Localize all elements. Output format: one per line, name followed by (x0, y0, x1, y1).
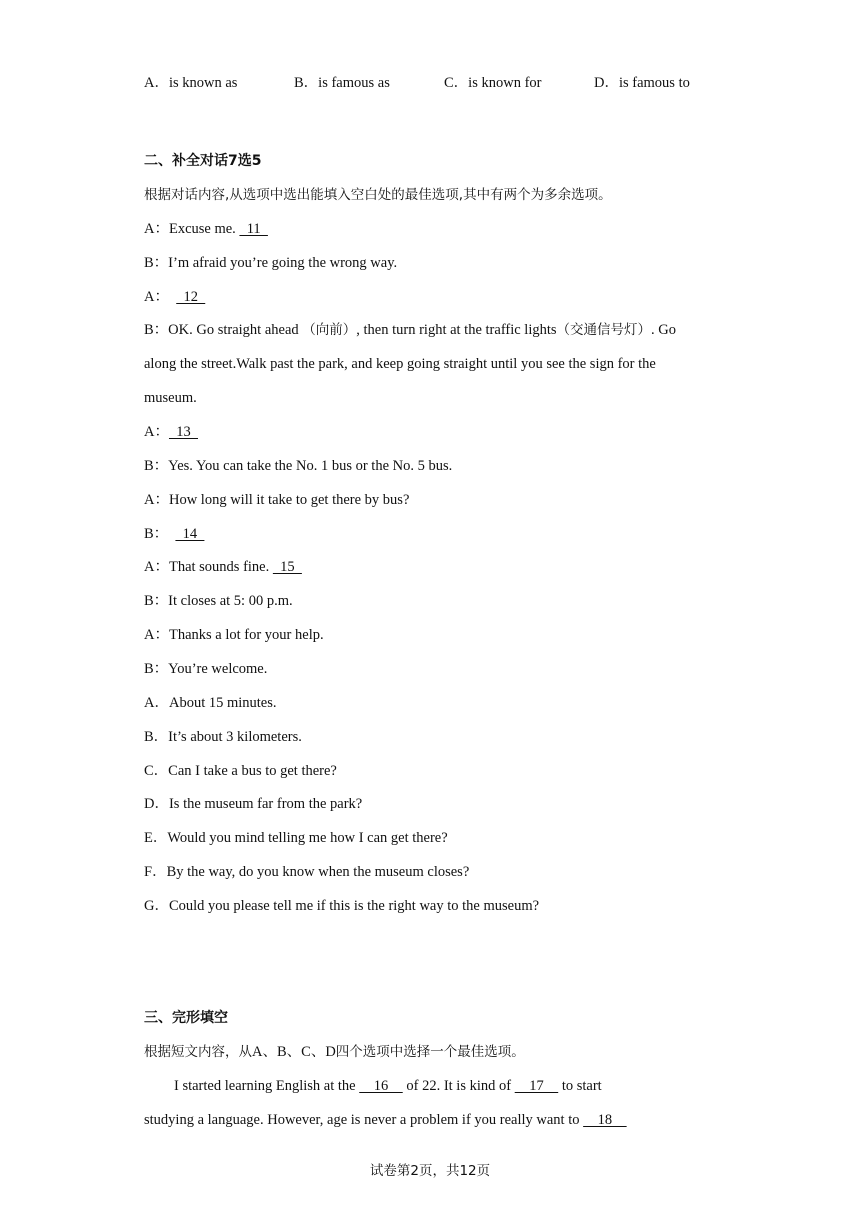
section2-instruction: 根据对话内容,从选项中选出能填入空白处的最佳选项,其中有两个为多余选项。 (144, 187, 612, 203)
section3-heading: 三、完形填空 (144, 1010, 228, 1026)
dialogue-text: A： (144, 424, 169, 440)
blank-16: 16 (359, 1078, 403, 1094)
choice-e: E．Would you mind telling me how I can get there? (144, 830, 448, 846)
dialogue-text: , then turn right at the traffic lights (356, 322, 557, 338)
passage-line-2 (144, 1110, 627, 1130)
passage-text: to start (558, 1078, 602, 1094)
dialogue-text: A：That sounds fine. (144, 559, 273, 575)
option-a: A．is known as (144, 75, 238, 91)
blank-11: 11 (239, 221, 268, 237)
section2-heading: 二、补全对话7选5 (144, 153, 262, 169)
dialogue-line-2: B：I’m afraid you’re going the wrong way. (144, 255, 398, 271)
choice-c: C．Can I take a bus to get there? (144, 763, 337, 779)
option-c: C．is known for (444, 75, 542, 91)
passage-text: studying a language. However, age is never a problem if you really want to (144, 1112, 584, 1128)
dialogue-line-10: B：It closes at 5: 00 p.m. (144, 593, 293, 609)
dialogue-line-12: B：You’re welcome. (144, 661, 268, 677)
blank-18: 18 (583, 1112, 627, 1128)
chinese-gloss: （向前） (302, 322, 357, 338)
dialogue-line-8 (144, 524, 204, 544)
dialogue-line-4 (144, 320, 676, 340)
instruction-letters: A、B、C、D (252, 1044, 336, 1060)
dialogue-line-5 (144, 422, 198, 442)
dialogue-text: . Go (651, 322, 677, 338)
dialogue-line-11: A：Thanks a lot for your help. (144, 627, 324, 643)
passage-line-1 (174, 1076, 602, 1096)
option-b: B．is famous as (294, 75, 390, 91)
choice-g: G．Could you please tell me if this is the right way to the museum? (144, 898, 540, 914)
section3-instruction (144, 1042, 525, 1062)
dialogue-text: B：OK. Go straight ahead (144, 322, 303, 338)
dialogue-line-4-cont: along the street.Walk past the park, and keep going straight until you see the sign for the (144, 356, 656, 372)
dialogue-line-1 (144, 219, 268, 239)
choice-d: D．Is the museum far from the park? (144, 796, 363, 812)
blank-14: 14 (175, 526, 205, 542)
instruction-text: 根据短文内容，从 (144, 1044, 252, 1060)
choice-a: A．About 15 minutes. (144, 695, 277, 711)
blank-13: 13 (168, 424, 198, 440)
option-d: D．is famous to (594, 75, 690, 91)
choice-b: B．It’s about 3 kilometers. (144, 729, 302, 745)
dialogue-line-7: A：How long will it take to get there by bus? (144, 492, 410, 508)
dialogue-line-4-end: museum. (144, 390, 197, 406)
blank-17: 17 (514, 1078, 559, 1094)
dialogue-text: A： (144, 289, 177, 305)
dialogue-text: B： (144, 526, 176, 542)
dialogue-text: A：Excuse me. (144, 221, 240, 237)
instruction-text: 四个选项中选择一个最佳选项。 (335, 1044, 525, 1060)
dialogue-line-6: B：Yes. You can take the No. 1 bus or the No. 5 bus. (144, 458, 453, 474)
passage-text: I started learning English at the (174, 1078, 360, 1094)
blank-15: 15 (272, 559, 302, 575)
blank-12: 12 (176, 289, 206, 305)
dialogue-line-3 (144, 287, 205, 307)
passage-text: of 22. It is kind of (402, 1078, 515, 1094)
chinese-gloss: （交通信号灯） (556, 322, 652, 338)
page-footer: 试卷第2页，共12页 (369, 1163, 491, 1179)
previous-question-options (144, 73, 744, 93)
choice-f: F．By the way, do you know when the museum closes? (144, 864, 470, 880)
dialogue-line-9 (144, 557, 302, 577)
